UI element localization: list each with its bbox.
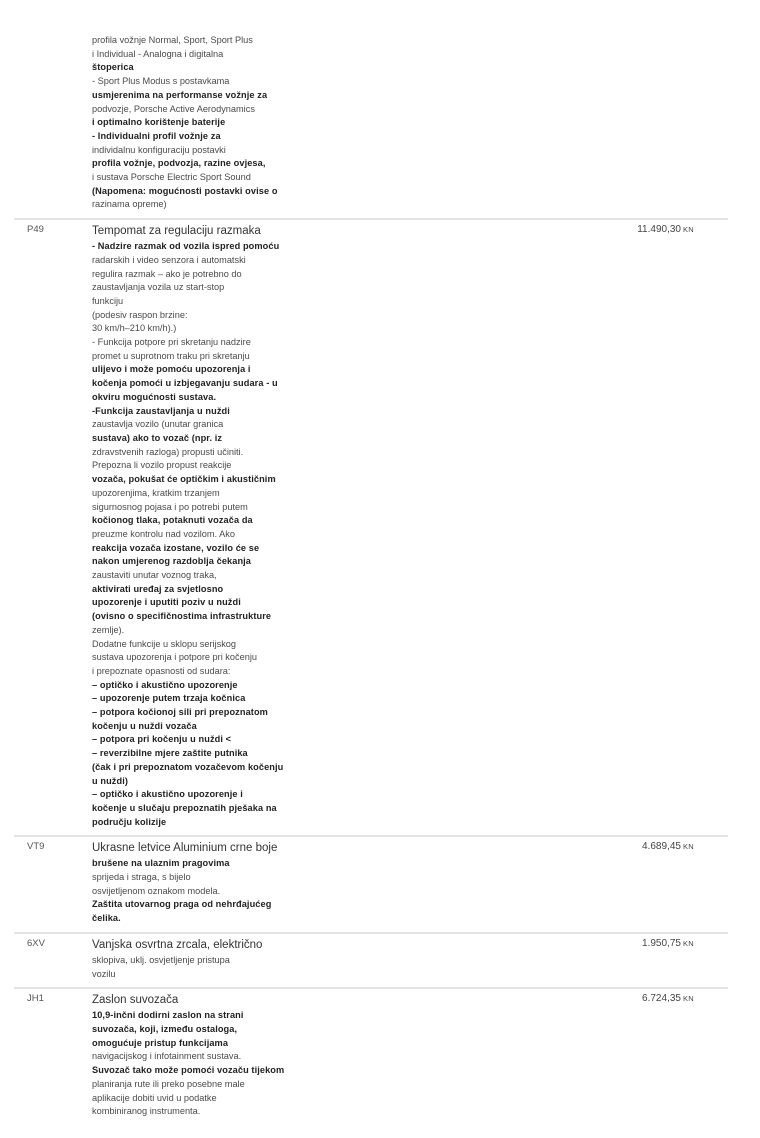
description-line: štoperica: [92, 62, 134, 73]
description-line: navigacijskog i infotainment sustava.: [92, 1051, 242, 1062]
description-line: kočenju u nuždi vozača: [92, 720, 197, 731]
description-line: – potpora pri kočenju u nuždi <: [92, 734, 232, 745]
description-line: kočionog tlaka, potaknuti vozača da: [92, 515, 253, 526]
option-price: [642, 841, 694, 852]
option-code: P49: [27, 224, 44, 236]
price-currency: KN: [682, 994, 694, 1004]
description-line: Dodatne funkcije u sklopu serijskog: [92, 638, 237, 649]
description-line: planiranja rute ili preko posebne male: [92, 1078, 245, 1089]
description-line: suvozača, koji, između ostaloga,: [92, 1024, 238, 1034]
price-currency: KN: [682, 938, 694, 948]
price-value: 11.490,30: [637, 224, 681, 236]
description-line: sprijeda i straga, s bijelo: [92, 872, 191, 883]
description-line: (čak i pri prepoznatom vozačevom kočenju: [92, 761, 284, 772]
equipment-row-6xv: [14, 932, 728, 987]
description-line: sustava) ako to vozač (npr. iz: [92, 432, 223, 443]
equipment-row-vt9: [14, 835, 728, 932]
price-value: 4.689,45: [642, 841, 681, 853]
description-line: vozilu: [92, 968, 116, 979]
description-line: - Funkcija potpore pri skretanju nadzire: [92, 337, 251, 348]
description-line: vozača, pokušat će optičkim i akustičnim: [92, 474, 276, 485]
equipment-row-p49: [14, 218, 728, 835]
description-line: razinama opreme): [92, 199, 167, 210]
description-line: zdravstvenih razloga) propusti učiniti.: [92, 446, 244, 457]
option-description: [92, 240, 307, 829]
description-line: (Napomena: mogućnosti postavki ovise o: [92, 185, 278, 196]
description-line: čelika.: [92, 913, 121, 924]
description-line: osvijetljenom oznakom modela.: [92, 885, 221, 896]
description-line: području kolizije: [92, 816, 167, 827]
price-value: 1.950,75: [642, 937, 681, 949]
option-price: [642, 993, 694, 1004]
description-line: reakcija vozača izostane, vozilo će se: [92, 542, 260, 553]
description-line: funkciju: [92, 295, 124, 306]
option-title: Zaslon suvozača: [92, 994, 179, 1007]
description-line: sklopiva, uklj. osvjetljenje pristupa: [92, 954, 230, 965]
description-line: kočenja pomoći u izbjegavanju sudara - u: [92, 378, 278, 389]
description-line: promet u suprotnom traku pri skretanju: [92, 350, 250, 361]
description-line: nakon umjerenog razdoblja čekanja: [92, 556, 252, 567]
description-line: radarskih i video senzora i automatski: [92, 254, 246, 265]
description-line: kočenje u slučaju prepoznatih pješaka na: [92, 802, 277, 813]
description-line: zemlje).: [92, 624, 125, 635]
description-line: Prepozna li vozilo propust reakcije: [92, 460, 232, 471]
description-line: – optičko i akustično upozorenje i: [92, 789, 243, 800]
description-line: individalnu konfiguraciju postavki: [92, 144, 226, 155]
description-line: i Individual - Analogna i digitalna: [92, 48, 224, 59]
description-line: - Individualni profil vožnje za: [92, 130, 221, 141]
continued-description-text: [92, 34, 307, 212]
description-line: zaustavljanja vozila uz start-stop: [92, 282, 225, 293]
price-currency: KN: [682, 225, 694, 235]
option-price: [637, 224, 694, 235]
price-currency: KN: [682, 842, 694, 852]
description-line: – potpora kočionoj sili pri prepoznatom: [92, 707, 268, 718]
option-description: [92, 857, 307, 926]
equipment-list: [14, 0, 728, 1125]
description-line: kombiniranog instrumenta.: [92, 1106, 201, 1117]
description-line: sigurnosnog pojasa i po potrebi putem: [92, 501, 248, 512]
option-title: Ukrasne letvice Aluminium crne boje: [92, 842, 278, 855]
price-value: 6.724,35: [642, 993, 681, 1005]
description-line: zaustaviti unutar voznog traka,: [92, 570, 217, 581]
description-line: aplikacije dobiti uvid u podatke: [92, 1092, 217, 1103]
description-line: preuzme kontrolu nad vozilom. Ako: [92, 528, 235, 539]
description-line: sustava upozorenja i potpore pri kočenju: [92, 652, 257, 663]
equipment-row-jh1: [14, 987, 728, 1125]
description-line: omogućuje pristup funkcijama: [92, 1037, 229, 1048]
description-line: - Nadzire razmak od vozila ispred pomoću: [92, 241, 280, 252]
description-line: u nuždi): [92, 775, 129, 786]
description-line: (ovisno o specifičnostima infrastrukture: [92, 611, 272, 622]
description-line: podvozje, Porsche Active Aerodynamics: [92, 103, 255, 114]
option-description: [92, 1009, 307, 1119]
description-line: profila vožnje, podvozja, razine ovjesa,: [92, 158, 266, 169]
option-description: [92, 954, 307, 981]
description-line: okviru mogućnosti sustava.: [92, 391, 217, 402]
description-line: 30 km/h–210 km/h).): [92, 323, 177, 334]
description-line: i prepoznate opasnosti od sudara:: [92, 665, 231, 676]
description-line: usmjerenima na performanse vožnje za: [92, 89, 268, 100]
description-line: 10,9-inčni dodirni zaslon na strani: [92, 1010, 244, 1021]
description-line: brušene na ulaznim pragovima: [92, 858, 230, 869]
description-line: i optimalno korištenje baterije: [92, 117, 226, 128]
description-line: - Sport Plus Modus s postavkama: [92, 76, 230, 87]
continued-description: [14, 0, 728, 218]
option-title: Tempomat za regulaciju razmaka: [92, 225, 261, 238]
description-line: zaustavlja vozilo (unutar granica: [92, 419, 224, 430]
option-title: Vanjska osvrtna zrcala, električno: [92, 938, 263, 951]
option-price: [642, 938, 694, 949]
description-line: – reverzibilne mjere zaštite putnika: [92, 748, 248, 759]
description-line: i sustava Porsche Electric Sport Sound: [92, 172, 251, 183]
description-line: Suvozač tako može pomoći vozaču tijekom: [92, 1065, 285, 1076]
option-code: 6XV: [27, 937, 45, 949]
description-line: Zaštita utovarnog praga od nehrđajućeg: [92, 899, 272, 910]
description-line: regulira razmak – ako je potrebno do: [92, 268, 242, 279]
option-code: JH1: [27, 993, 44, 1005]
description-line: aktivirati uređaj za svjetlosno: [92, 583, 224, 594]
description-line: – upozorenje putem trzaja kočnica: [92, 693, 246, 704]
option-code: VT9: [27, 841, 45, 853]
description-line: (podesiv raspon brzine:: [92, 309, 188, 320]
description-line: ulijevo i može pomoću upozorenja i: [92, 364, 251, 375]
description-line: upozorenje i uputiti poziv u nuždi: [92, 597, 241, 608]
description-line: – optičko i akustično upozorenje: [92, 679, 238, 690]
description-line: profila vožnje Normal, Sport, Sport Plus: [92, 35, 253, 45]
description-line: -Funkcija zaustavljanja u nuždi: [92, 405, 230, 416]
description-line: upozorenjima, kratkim trzanjem: [92, 487, 220, 498]
